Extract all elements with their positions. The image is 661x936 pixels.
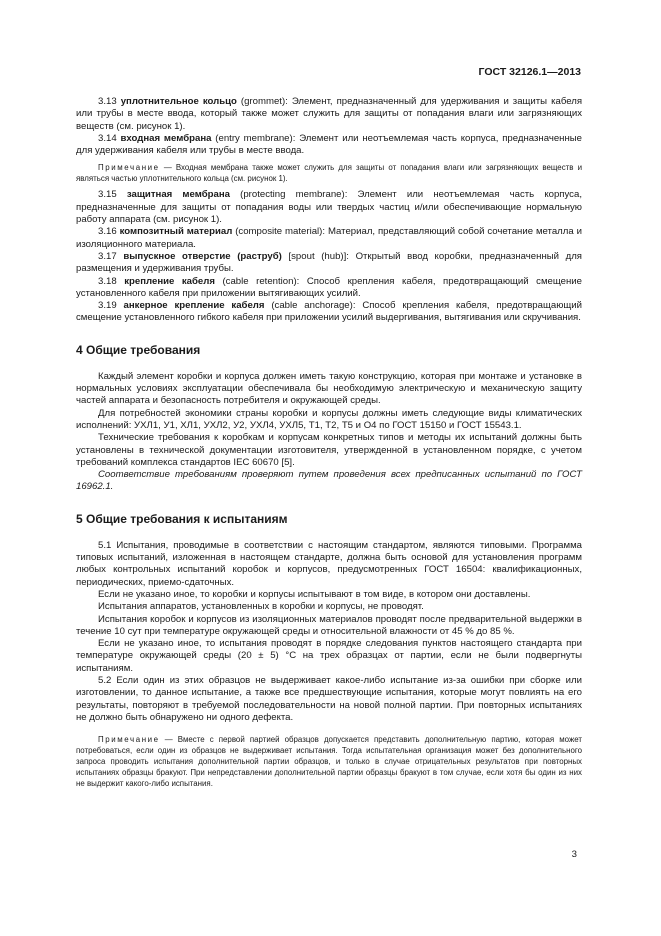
section-5-paragraph: 5.1 Испытания, проводимые в соответствии с настоящим стандартом, являются типовыми. Программа типовых испытаний, изложенная в настоящем стандарте, должна быть основой для установления программ любых контрольных испытаний коробок и корпусов, предусмотренных ГОСТ 16504: квалификационных, периодических, приемо-сдаточных. <box>76 539 582 588</box>
term-3-16: 3.16 композитный материал (composite material): Материал, представляющий собой сочетание металла и изоляционного материала. <box>76 226 582 250</box>
term-3-17: 3.17 выпускное отверстие (раструб) [spout (hub)]: Открытый ввод коробки, предназначенный для размещения и удерживания трубы. <box>76 250 583 275</box>
note-entry-membrane: Примечание — Входная мембрана также может служить для защиты от попадания влаги или загрязняющих веществ и являться частью уплотнительного кольца (см. рисунок 1). <box>76 163 582 184</box>
section-5-paragraph: Испытания аппаратов, установленных в коробки и корпусы, не проводят. <box>98 601 424 613</box>
section-5-paragraph: Испытания коробок и корпусов из изоляционных материалов проводят после предварительной выдержки в течение 10 сут при температуре окружающей среды и относительной влажности от 45 % до 85 %. <box>76 613 582 637</box>
section-4-paragraph: Каждый элемент коробки и корпуса должен иметь такую конструкцию, которая при монтаже и установке в нормальных условиях эксплуатации обеспечивала бы необходимую электрическую и механическую защиту частей аппарата и безопасность потребителя и окружающей среды. <box>76 370 582 407</box>
term-3-19: 3.19 анкерное крепление кабеля (cable anchorage): Способ крепления кабеля, предотвращающий смещение установленного гибкого кабеля при приложении усилий выдергивания, вытягивания или скручивания. <box>76 300 582 324</box>
standard-code-header: ГОСТ 32126.1—2013 <box>478 66 581 78</box>
term-3-15: 3.15 защитная мембрана (protecting membrane): Элемент или неотъемлемая часть корпуса, предназначенные для защиты от попадания воды или твердых частиц и/или обеспечивающие нормальную работу аппарата (см. рисунок 1). <box>76 189 582 226</box>
section-5-heading: 5 Общие требования к испытаниям <box>76 511 288 526</box>
section-5-paragraph: Если не указано иное, то коробки и корпусы испытывают в том виде, в котором они доставлены. <box>98 588 531 600</box>
page-number: 3 <box>571 849 577 860</box>
term-3-13: 3.13 уплотнительное кольцо (grommet): Элемент, предназначенный для удерживания и защиты кабеля или трубы в месте ввода, который также может служить для защиты от попадания влаги или загрязняющих веществ (см. рисунок 1). <box>76 96 583 132</box>
section-4-heading: 4 Общие требования <box>76 342 201 357</box>
term-3-14: 3.14 входная мембрана (entry membrane): Элемент или неотъемлемая часть корпуса, предназначенные для удерживания кабеля или трубы в месте ввода. <box>76 132 582 157</box>
section-5-paragraph: 5.2 Если один из этих образцов не выдерживает какое-либо испытание из-за ошибки при сборке или изготовлении, то данное испытание, а также все предшествующие испытания, которые могут повлиять на его результаты, повторяют в требуемой последовательности на новой полной партии. При повторных испытаниях не должно быть обнаружено ни одного дефекта. <box>76 674 582 723</box>
note-additional-batch: Примечание — Вместе с первой партией образцов допускается представить дополнительную партию, которая может потребоваться, если один из образцов не выдерживает испытания. Тогда испытательная организация может без дополнительного запроса проводить испытания дополнительной партии образцов, и только в случае отрицательных результатов при повторных испытаниях образцы бракуют. При непредставлении дополнительной партии образцы бракуют в том случае, если хотя бы один из них не выдержит какого-либо испытания. <box>76 735 582 789</box>
section-4-paragraph: Технические требования к коробкам и корпусам конкретных типов и методы их испытаний должны быть установлены в технической документации изготовителя, утвержденной в установленном порядке, с учетом требований комплекса стандартов IEC 60670 [5]. <box>76 432 582 468</box>
term-3-18: 3.18 крепление кабеля (cable retention): Способ крепления кабеля, предотвращающий смещение установленного кабеля при приложении вытягивающих усилий. <box>76 275 582 299</box>
section-4-paragraph: Для потребностей экономики страны коробки и корпусы должны иметь следующие виды климатических исполнений: УХЛ1, У1, ХЛ1, УХЛ2, У2, УХЛ4, УХЛ5, Т1, Т2, Т5 и О4 по ГОСТ 15150 и ГОСТ 15543.1. <box>76 407 582 431</box>
section-5-paragraph: Если не указано иное, то испытания проводят в порядке следования пунктов настоящего стандарта при температуре окружающей среды (20 ± 5) °С на трех образцах от партии, если не были подвергнуты испытаниям. <box>76 638 582 674</box>
document-body <box>76 96 582 794</box>
section-4-compliance: Соответствие требованиям проверяют путем проведения всех предписанных испытаний по ГОСТ 16962.1. <box>76 469 582 493</box>
